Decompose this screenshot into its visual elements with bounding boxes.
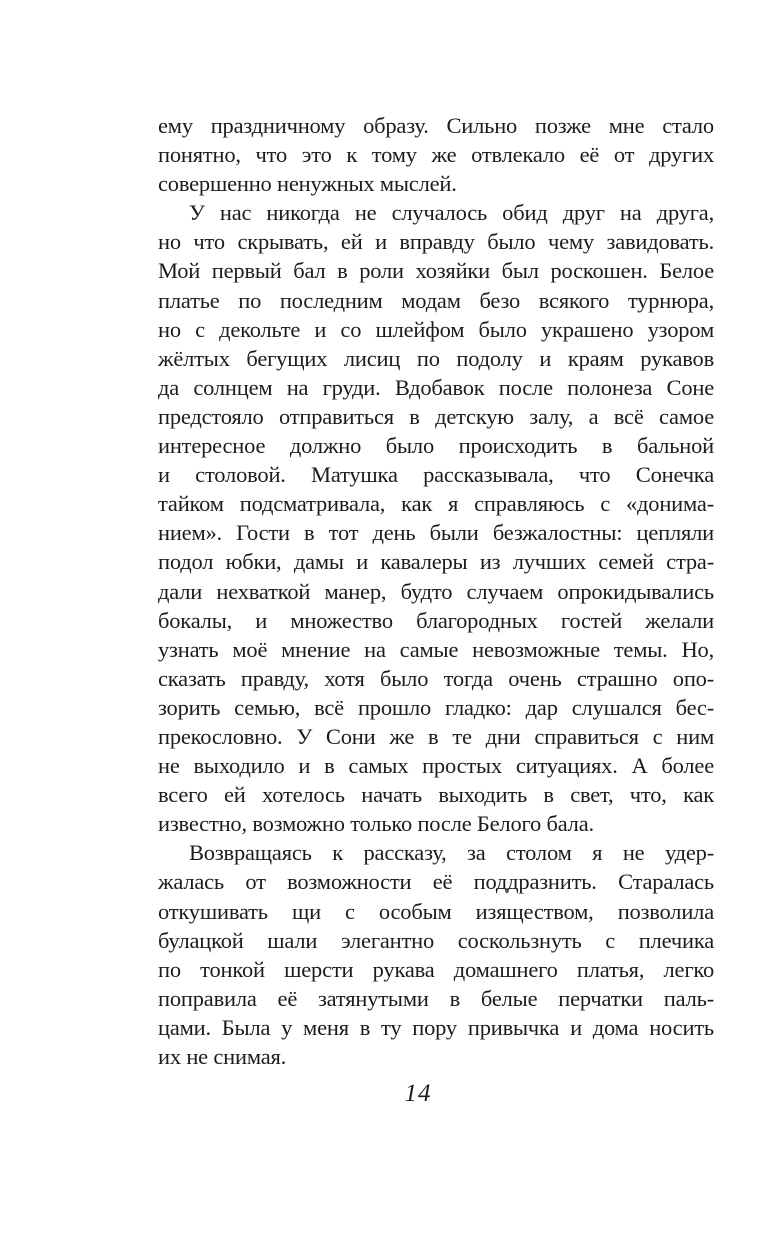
text-line: предстояло отправиться в детскую залу, а всё самое — [158, 403, 714, 429]
text-line: не выходило и в самых простых ситуациях. А более — [158, 753, 714, 779]
text-line: зорить семью, всё прошло гладко: дар слушался бес- — [158, 694, 714, 720]
text-line: У нас никогда не случалось обид друг на друга, — [189, 200, 714, 226]
text-line: нием». Гости в тот день были безжалостны: цепляли — [158, 520, 714, 546]
text-line: поправила её затянутыми в белые перчатки паль- — [158, 985, 714, 1011]
text-line: бокалы, и множество благородных гостей желали — [158, 607, 714, 633]
text-line: платье по последним модам безо всякого турнюра, — [158, 287, 714, 313]
text-line: булацкой шали элегантно соскользнуть с плечика — [158, 927, 714, 953]
paragraph-3 — [158, 838, 714, 1071]
text-line: откушивать щи с особым изяществом, позволила — [158, 898, 714, 924]
text-line: жалась от возможности её поддразнить. Старалась — [158, 869, 714, 895]
text-line: цами. Была у меня в ту пору привычка и дома носить — [158, 1014, 714, 1040]
text-line: по тонкой шерсти рукава домашнего платья, легко — [158, 956, 714, 982]
body-text — [158, 111, 714, 1071]
text-line: прекословно. У Сони же в те дни справиться с ним — [158, 723, 714, 749]
paragraph-2 — [158, 198, 714, 838]
text-line: но что скрывать, ей и вправду было чему завидовать. — [158, 229, 714, 255]
page-number: 14 — [404, 1080, 432, 1107]
text-line: ему праздничному образу. Сильно позже мне стало — [158, 113, 714, 138]
text-line: интересное должно было происходить в бальной — [158, 433, 714, 459]
text-line: Мой первый бал в роли хозяйки был роскошен. Белое — [158, 258, 714, 284]
text-line: понятно, что это к тому же отвлекало её от других — [158, 142, 714, 168]
text-line: подол юбки, дамы и кавалеры из лучших семей стра- — [158, 549, 714, 575]
text-line: их не снимая. — [158, 1044, 287, 1069]
paragraph-1 — [158, 111, 714, 198]
text-line: дали нехваткой манер, будто случаем опрокидывались — [158, 578, 714, 604]
text-line: и столовой. Матушка рассказывала, что Сонечка — [158, 462, 714, 488]
text-line: да солнцем на груди. Вдобавок после полонеза Соне — [158, 374, 714, 400]
text-line: известно, возможно только после Белого бала. — [158, 811, 594, 837]
text-line: но с декольте и со шлейфом было украшено узором — [158, 316, 714, 342]
text-line: узнать моё мнение на самые невозможные темы. Но, — [158, 636, 714, 662]
text-line: Возвращаясь к рассказу, за столом я не удер- — [189, 840, 714, 866]
text-line: совершенно ненужных мыслей. — [158, 171, 457, 197]
text-line: тайком подсматривала, как я справляюсь с «донима- — [158, 491, 714, 517]
text-line: жёлтых бегущих лисиц по подолу и краям рукавов — [158, 345, 714, 371]
text-line: сказать правду, хотя было тогда очень страшно опо- — [158, 665, 714, 691]
text-line: всего ей хотелось начать выходить в свет, что, как — [158, 782, 714, 808]
